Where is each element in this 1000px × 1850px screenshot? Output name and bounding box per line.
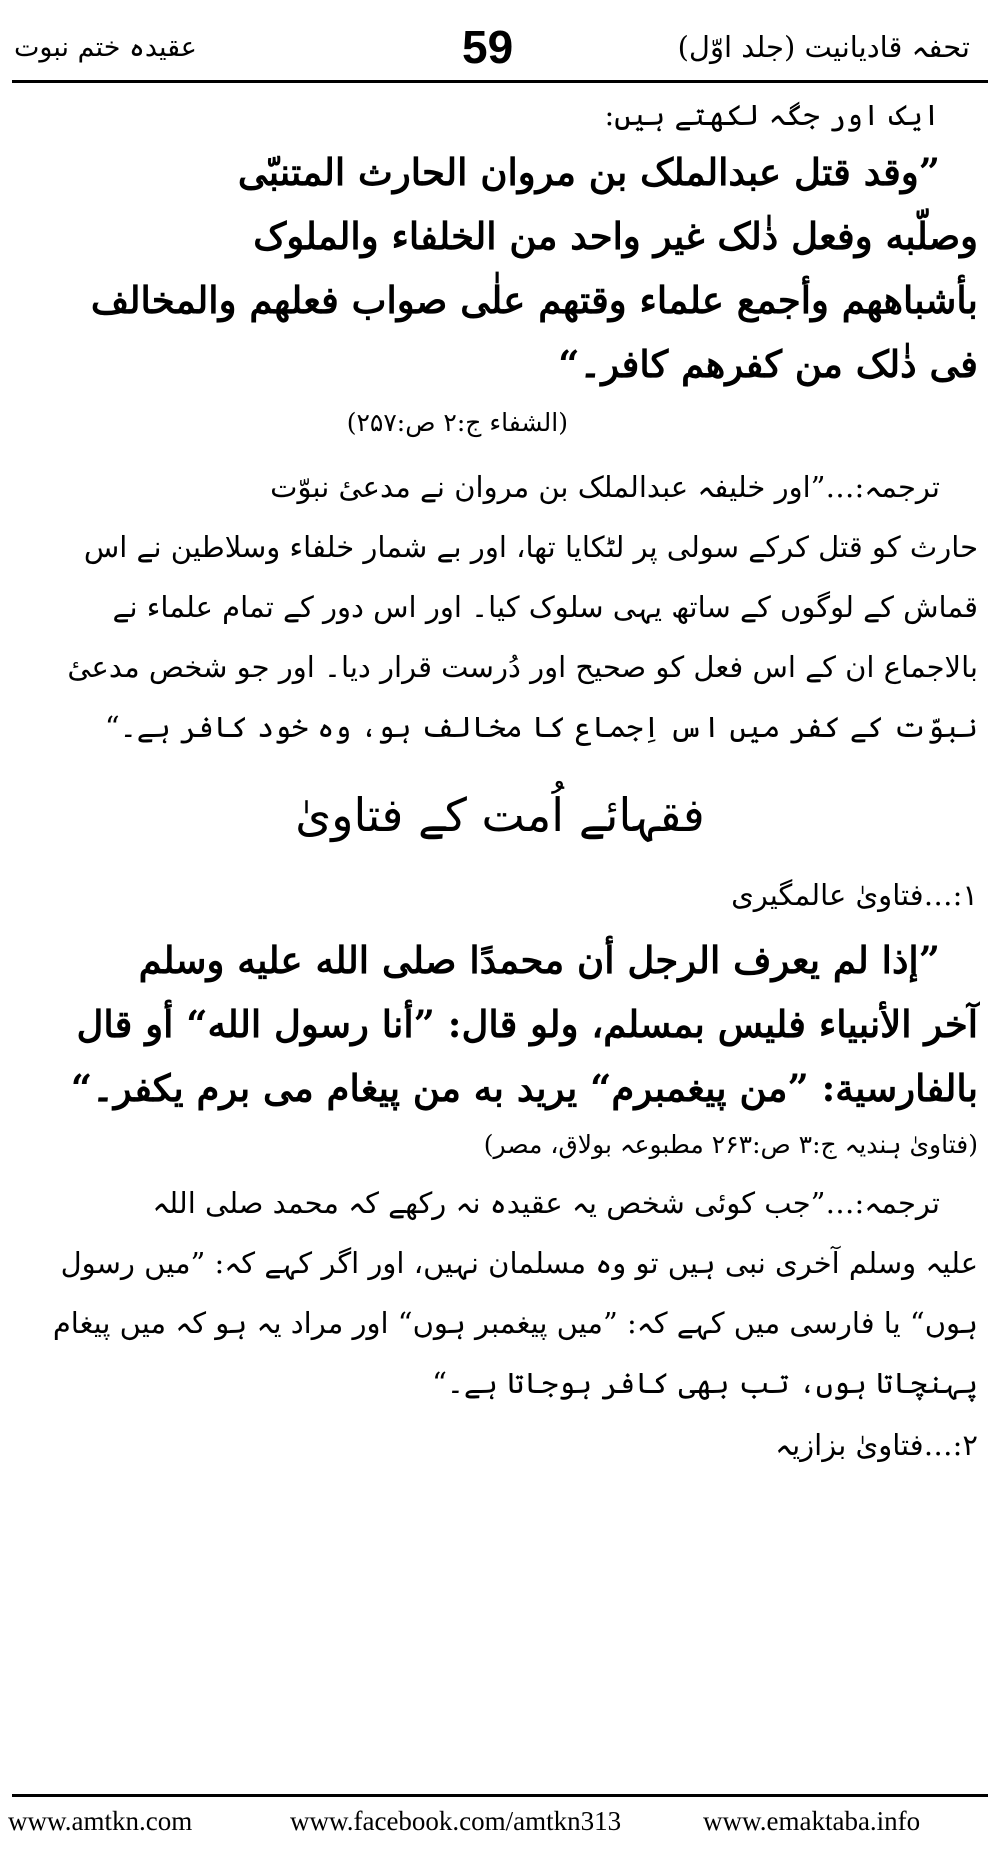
- footer-link-emaktaba[interactable]: www.emaktaba.info: [703, 1806, 921, 1836]
- translation-1-line-1: ترجمہ:…”اور خلیفہ عبدالملک بن مروان نے مدعیٔ نبوّت: [270, 470, 940, 504]
- translation-2-line-3: ہوں“ یا فارسی میں کہے کہ: ”میں پیغمبر ہوں“ اور مراد یہ ہو کہ میں پیغام: [52, 1306, 978, 1340]
- header-left-title: عقیدہ ختم نبوت: [14, 32, 197, 63]
- arabic-quote-2-line-2: آخر الأنبیاء فلیس بمسلم، ولو قال: ”أنا رسول الله“ أو قال: [76, 1002, 978, 1046]
- arabic-quote-1-line-4: فی ذٰلک من کفرهم کافر۔“: [558, 342, 978, 386]
- translation-2-line-2: علیہ وسلم آخری نبی ہیں تو وہ مسلمان نہیں، اور اگر کہے کہ: ”میں رسول: [60, 1246, 978, 1280]
- header-book-title: تحفہ قادیانیت (جلد اوّل): [677, 30, 970, 64]
- item-2-title: ۲:…فتاویٰ بزازیہ: [775, 1428, 978, 1462]
- arabic-quote-1-line-2: وصلّبه وفعل ذٰلک غیر واحد من الخلفاء والملوک: [253, 214, 978, 258]
- arabic-quote-1-line-3: بأشباههم وأجمع علماء وقتهم علٰی صواب فعلهم والمخالف: [90, 278, 978, 322]
- translation-1-line-5: نبوّت کے کفر میں اس اِجماع کا مخالف ہو، وہ خود کافر ہے۔“: [104, 710, 978, 744]
- reference-1: (الشفاء ج:۲ ص:۲۵۷): [346, 408, 568, 437]
- footer-link-facebook[interactable]: www.facebook.com/amtkn313: [290, 1806, 622, 1836]
- translation-1-line-3: قماش کے لوگوں کے ساتھ یہی سلوک کیا۔ اور اس دور کے تمام علماء نے: [112, 590, 978, 624]
- translation-2-line-4: پہنچاتا ہوں، تب بھی کافر ہوجاتا ہے۔“: [432, 1366, 978, 1400]
- translation-1-line-2: حارث کو قتل کرکے سولی پر لٹکایا تھا، اور بے شمار خلفاء وسلاطین نے اس: [83, 530, 978, 564]
- header-divider: [12, 80, 988, 83]
- item-1-title: ۱:…فتاویٰ عالمگیری: [731, 878, 978, 912]
- translation-2-line-1: ترجمہ:…”جب کوئی شخص یہ عقیدہ نہ رکھے کہ محمد صلی اللہ: [152, 1186, 940, 1220]
- page-footer: [0, 1806, 1000, 1842]
- page-header: [0, 18, 1000, 78]
- arabic-quote-1-line-1: ”وقد قتل عبدالملک بن مروان الحارث المتنبّی: [237, 150, 940, 194]
- reference-2: (فتاویٰ ہندیہ ج:۳ ص:۲۶۳ مطبوعہ بولاق، مصر): [483, 1130, 978, 1159]
- page-number: 59: [462, 21, 514, 73]
- footer-link-amtkn[interactable]: www.amtkn.com: [8, 1806, 193, 1836]
- footer-divider: [12, 1794, 988, 1797]
- section-heading: فقہائے اُمت کے فتاویٰ: [295, 788, 705, 842]
- arabic-quote-2-line-1: ”إذا لم یعرف الرجل أن محمدًا صلی الله علیه وسلم: [138, 938, 940, 982]
- arabic-quote-2-line-3: بالفارسیة: ”من پیغمبرم“ یرید به من پیغام می برم یکفر۔“: [70, 1066, 978, 1110]
- intro-line: ایک اور جگہ لکھتے ہیں:: [604, 98, 940, 132]
- translation-1-line-4: بالاجماع ان کے اس فعل کو صحیح اور دُرست قرار دیا۔ اور جو شخص مدعیٔ: [67, 650, 978, 684]
